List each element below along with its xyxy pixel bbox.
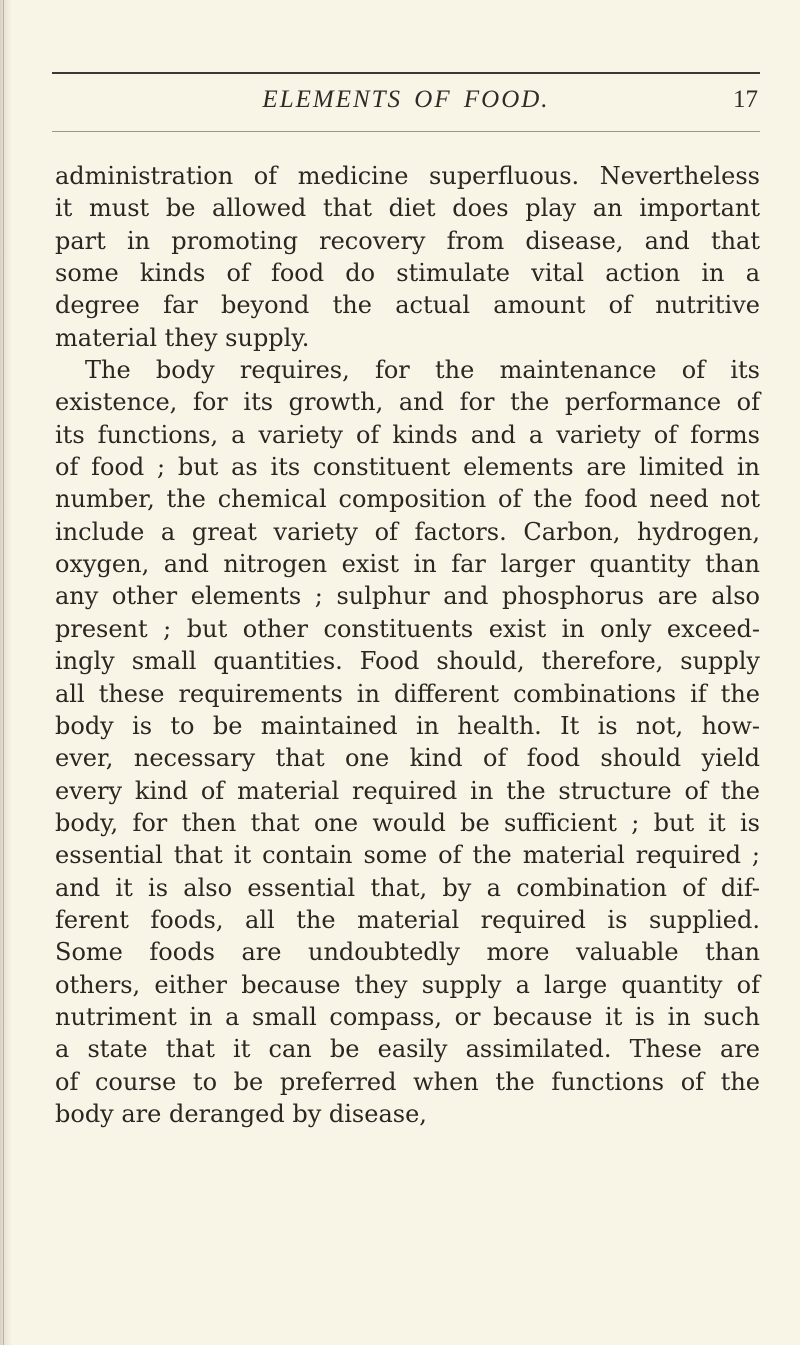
body-text: [55, 160, 760, 1130]
page-binding-line: [3, 0, 4, 1345]
text-line: it must be allowed that diet does play an important: [55, 194, 760, 223]
text-line: others, either because they supply a large quantity of: [55, 970, 760, 999]
text-line: body are deranged by disease,: [55, 1099, 427, 1128]
page-number: 17: [733, 86, 758, 113]
text-line: all these requirements in different combinations if the: [55, 679, 760, 708]
running-title: ELEMENTS OF FOOD.: [262, 86, 550, 113]
text-line: include a great variety of factors. Carbon, hydrogen,: [55, 517, 760, 546]
text-line: its functions, a variety of kinds and a variety of forms: [55, 420, 760, 449]
header-bottom-rule: [52, 131, 760, 132]
text-line: a state that it can be easily assimilated. These are: [55, 1035, 760, 1064]
text-line: oxygen, and nitrogen exist in far larger quantity than: [55, 550, 760, 579]
text-line: administration of medicine superfluous. Nevertheless: [55, 162, 760, 190]
text-line: Some foods are undoubtedly more valuable than: [55, 938, 760, 967]
text-line: degree far beyond the actual amount of nutritive: [55, 291, 760, 320]
text-line: nutriment in a small compass, or because it is in such: [55, 1002, 760, 1031]
text-line: body is to be maintained in health. It is not, how-: [55, 711, 760, 740]
text-line: number, the chemical composition of the food need not: [55, 485, 760, 514]
text-line: present ; but other constituents exist in only exceed-: [55, 614, 760, 643]
text-line: material they supply.: [55, 323, 310, 352]
text-line: and it is also essential that, by a combination of dif-: [55, 873, 760, 902]
page-binding-edge: [0, 0, 12, 1345]
text-line: any other elements ; sulphur and phosphorus are also: [55, 582, 760, 611]
text-line: ever, necessary that one kind of food should yield: [55, 744, 760, 773]
text-line: of course to be preferred when the functions of the: [55, 1067, 760, 1096]
running-head: [52, 80, 760, 120]
text-line: existence, for its growth, and for the performance of: [55, 388, 760, 417]
header-top-rule: [52, 72, 760, 74]
text-line: ingly small quantities. Food should, therefore, supply: [55, 647, 760, 676]
text-line: every kind of material required in the structure of the: [55, 776, 760, 805]
text-line: of food ; but as its constituent elements are limited in: [55, 453, 760, 482]
text-line: some kinds of food do stimulate vital action in a: [55, 259, 760, 288]
text-line: ferent foods, all the material required is supplied.: [55, 905, 760, 934]
text-line: body, for then that one would be sufficient ; but it is: [55, 808, 760, 837]
text-line: part in promoting recovery from disease, and that: [55, 226, 760, 255]
text-line: essential that it contain some of the material required ;: [55, 841, 760, 870]
text-line: The body requires, for the maintenance of its: [85, 356, 760, 385]
